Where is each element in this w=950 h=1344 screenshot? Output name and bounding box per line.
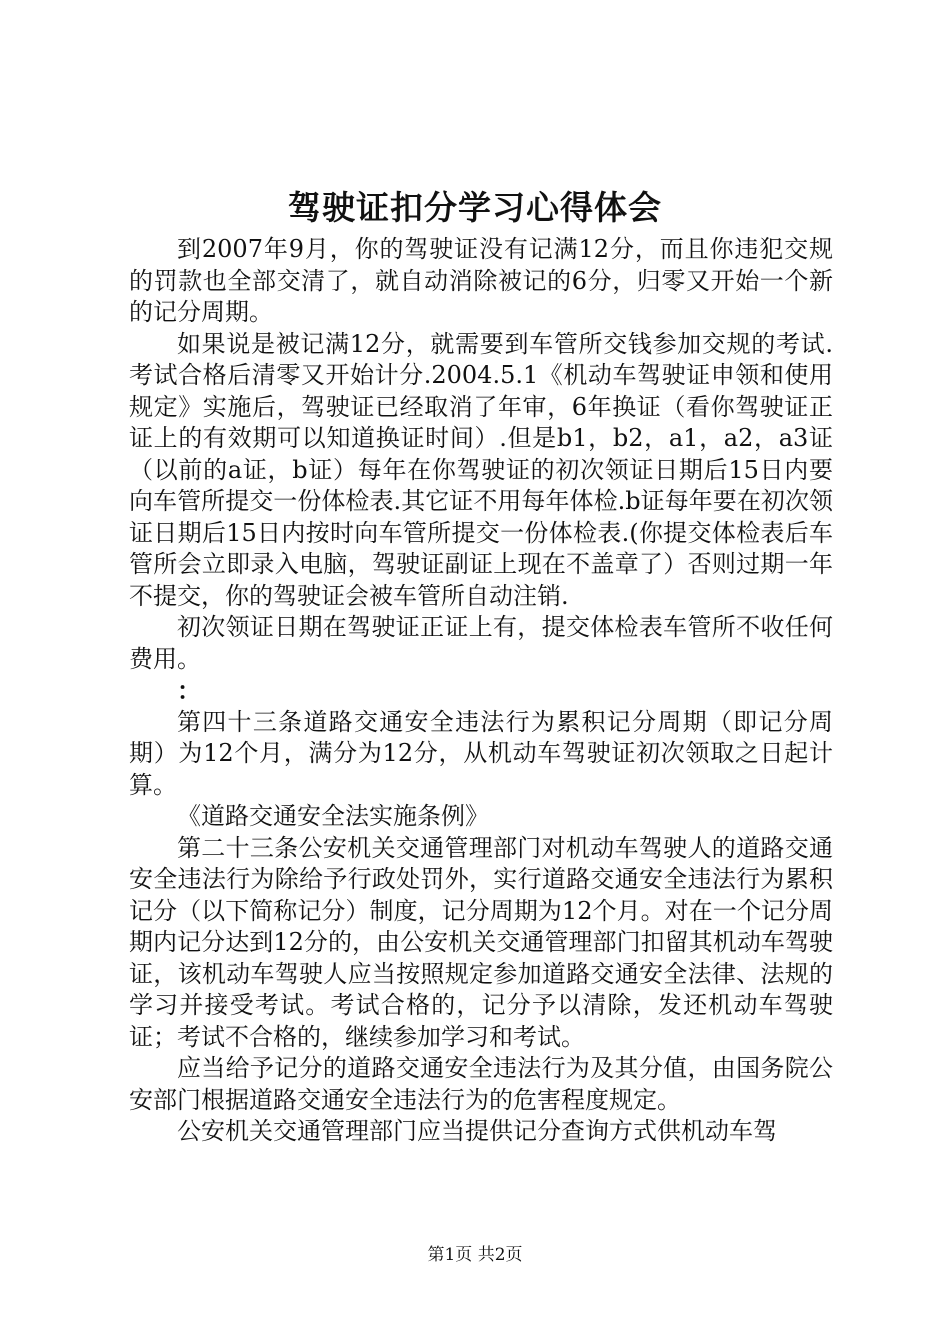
paragraph-colon: ： [177, 676, 201, 705]
paragraph: 应当给予记分的道路交通安全违法行为及其分值，由国务院公安部门根据道路交通安全违法行为的危害程度规定。 [129, 1054, 833, 1114]
paragraph: 如果说是被记满12分，就需要到车管所交钱参加交规的考试.考试合格后清零又开始计分.2004.5.1《机动车驾驶证申领和使用规定》实施后，驾驶证已经取消了年审，6年换证（看你驾驶证正证上的有效期可以知道换证时间）.但是b1，b2，a1，a2，a3证（以前的a证，b证）每年在你驾驶证的初次领证日期后15日内要向车管所提交一份体检表.其它证不用每年体检.b证每年要在初次领证日期后15日内按时向车管所提交一份体检表.(你提交体检表后车管所会立即录入电脑，驾驶证副证上现在不盖章了）否则过期一年不提交，你的驾驶证会被车管所自动注销. [129, 329, 833, 610]
paragraph: 公安机关交通管理部门应当提供记分查询方式供机动车驾 [177, 1117, 777, 1145]
paragraph: 第四十三条道路交通安全违法行为累积记分周期（即记分周期）为12个月，满分为12分，从机动车驾驶证初次领取之日起计算。 [129, 707, 833, 799]
document-body [129, 234, 833, 1148]
paragraph: 初次领证日期在驾驶证正证上有，提交体检表车管所不收任何费用。 [129, 613, 833, 673]
document-title: 驾驶证扣分学习心得体会 [288, 188, 662, 227]
page-footer: 第1页 共2页 [427, 1245, 523, 1265]
paragraph: 第二十三条公安机关交通管理部门对机动车驾驶人的道路交通安全违法行为除给予行政处罚外，实行道路交通安全违法行为累积记分（以下简称记分）制度，记分周期为12个月。对在一个记分周期内记分达到12分的，由公安机关交通管理部门扣留其机动车驾驶证，该机动车驾驶人应当按照规定参加道路交通安全法律、法规的学习并接受考试。考试合格的，记分予以清除，发还机动车驾驶证；考试不合格的，继续参加学习和考试。 [129, 833, 833, 1051]
paragraph: 到2007年9月，你的驾驶证没有记满12分，而且你违犯交规的罚款也全部交清了，就自动消除被记的6分，归零又开始一个新的记分周期。 [129, 235, 833, 326]
paragraph-law-title: 《道路交通安全法实施条例》 [177, 802, 489, 830]
